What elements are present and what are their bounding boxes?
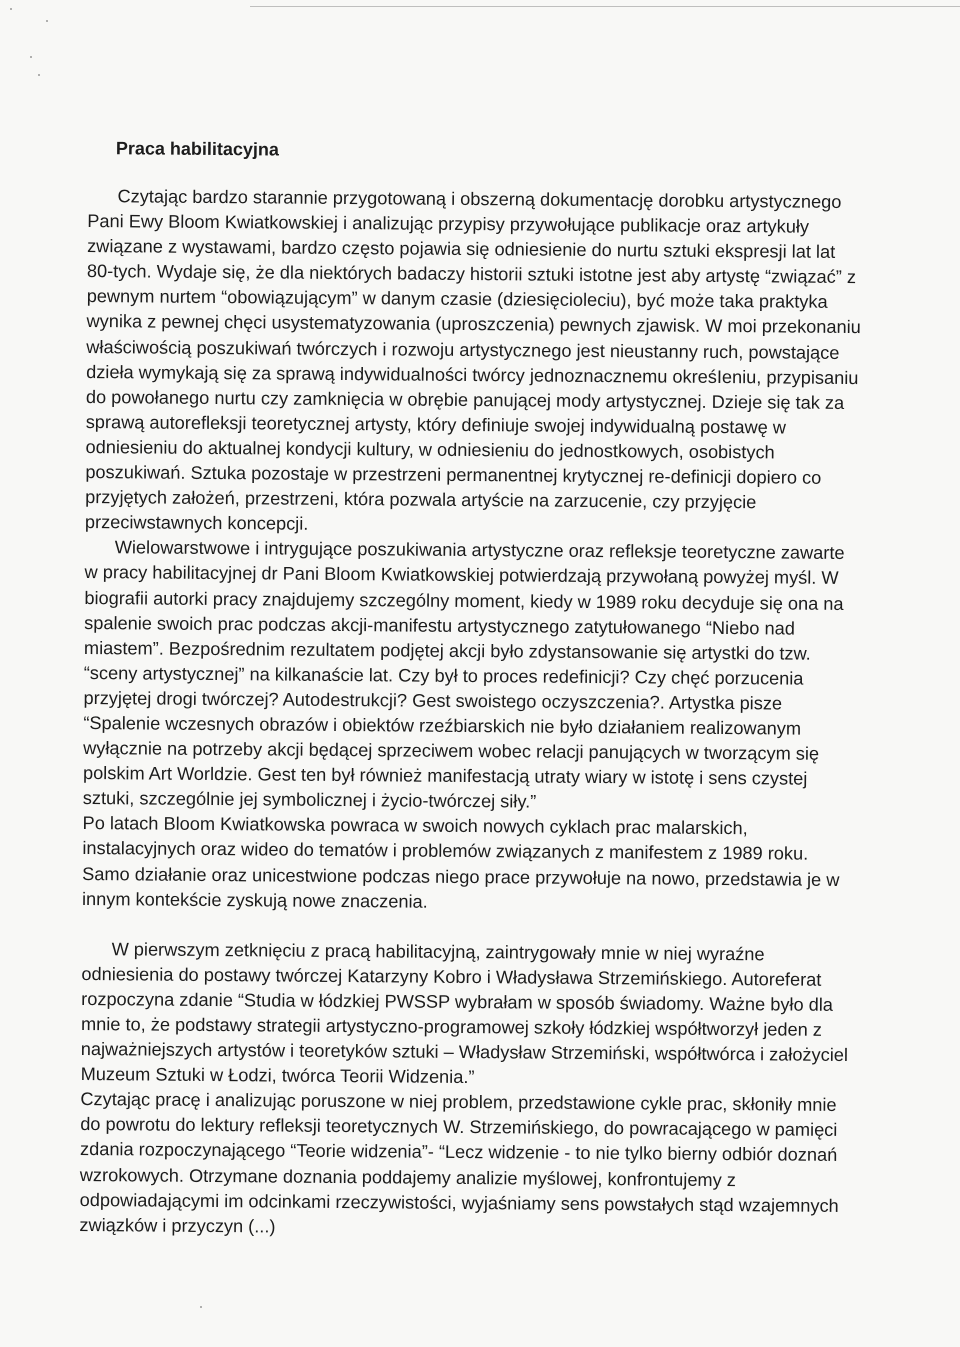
paragraph-2: Wielowarstwowe i intrygujące poszukiwania artystyczne oraz refleksje teoretyczne zawarte w pracy habilitacyjnej dr Pani Bloom Kwiatkowskiej potwierdzają przywołaną powyżej myśl. W biografii autorki pracy znajdujemy szczególny moment, kiedy w 1989 roku decyduje się ona na spalenie swoich prac podczas akcji-manifestu artystycznego zatytułowanego “Niebo nad miastem”. Bezpośrednim rezultatem podjętej akcji było zdystansowanie się artystki do tzw. “sceny artystycznej” na kilkanaście lat. Czy był to proces redefinicji? Czy chęć porzucenia przyjętej drogi twórczej? Autodestrukcji? Gest swoistego oczyszczenia?. Artystka pisze “Spalenie wczesnych obrazów i obiektów rzeźbiarskich nie było działaniem realizowanym wyłącznie na potrzeby akcji będącej sprzeciwem wobec relacji panujących w tworzącym się polskim Art Worldzie. Gest ten był również manifestacją utraty wiary w istotę i sens czystej sztuki, szczególnie jej symbolicznej i życio-twórczej siły.”	[82, 537, 845, 812]
paragraph-4: W pierwszym zetknięciu z pracą habilitacyjną, zaintrygowały mnie w niej wyraźne odniesienia do postawy twórczej Katarzyny Kobro i Władysława Strzemińskiego. Autoreferat rozpoczyna zdanie “Studia w łódzkiej PWSSP wybrałam w sposób świadomy. Ważne było dla mnie to, że podstawy strategii artystyczno-programowej szkoły łódzkiej współtworzył jeden z najważniejszych artystów i teoretyków sztuki – Władysław Strzemiński, współtwórca i założyciel Muzeum Sztuki w Łodzi, twórca Teorii Widzenia.”	[80, 938, 849, 1088]
scan-edge-line	[250, 6, 960, 7]
paragraph-1: Czytając bardzo starannie przygotowaną i obszerną dokumentację dorobku artystycznego Pani Ewy Bloom Kwiatkowskiej i analizując przypisy przywołujące publikacje oraz artykuły związane z wystawami, bardzo często pojawia się odniesienie do nurtu sztuki ekspresji lat lat 80-tych. Wydaje się, że dla niektórych badaczy historii sztuki istotne jest aby artystę “związać” z pewnym nurtem “obowiązującym” w danym czasie (dziesięcioleciu), być może taka praktyka wynika z pewnej chęci usystematyzowania (uproszczenia) pewnych zjawisk. W moi przekonaniu właściwością poszukiwań twórczych i rozwoju artystycznego jest nieustanny ruch, powstające dzieła wymykają się za sprawą indywidualności twórcy jednoznacznemu okreśIeniu, przypisaniu do powołanego nurtu czy zamknięcia w obrębie panującej mody artystycznej. Dzieje się tak za sprawą autorefleksji teoretycznej artysty, który definiuje swojej indywidualną postawę w odniesieniu do aktualnej kondycji kultury, w odniesieniu do jednostkowych, osobistych poszukiwań. Sztuka pozostaje w przestrzeni permanentnej krytycznej re-definicji dopiero co przyjętych założeń, przestrzeni, która pozwala artyście na zarzucenie, czy przyjęcie przeciwstawnych koncepcji.	[84, 186, 861, 534]
document-title: Praca habilitacyjna	[115, 138, 280, 160]
document-body	[79, 136, 863, 1244]
paragraph-5: Czytając pracę i analizując poruszone w niej problem, przedstawione cykle prac, skłoniły mnie do powrotu do lektury refleksji teoretycznych W. Strzemińskiego, do powracającego w pamięci zdania rozpoczynającego “Teorie widzenia”- “Lecz widzenie - to nie tylko bierny odbiór doznań wzrokowych. Otrzymane doznania poddajemy analizie myślowej, konfrontujemy z odpowiadającymi im odcinkami rzeczywistości, wyjaśniamy sens powstałych stąd wzajemnych związków i przyczyn (...)	[79, 1089, 839, 1237]
paragraph-3: Po latach Bloom Kwiatkowska powraca w swoich nowych cyklach prac malarskich, instalacyjnych oraz wideo do tematów i problemów związanych z manifestem z 1989 roku. Samo działanie oraz unicestwione podczas niego prace przywołuje na nowo, przedstawia je w innym kontekście zyskują nowe znaczenia.	[81, 813, 840, 912]
